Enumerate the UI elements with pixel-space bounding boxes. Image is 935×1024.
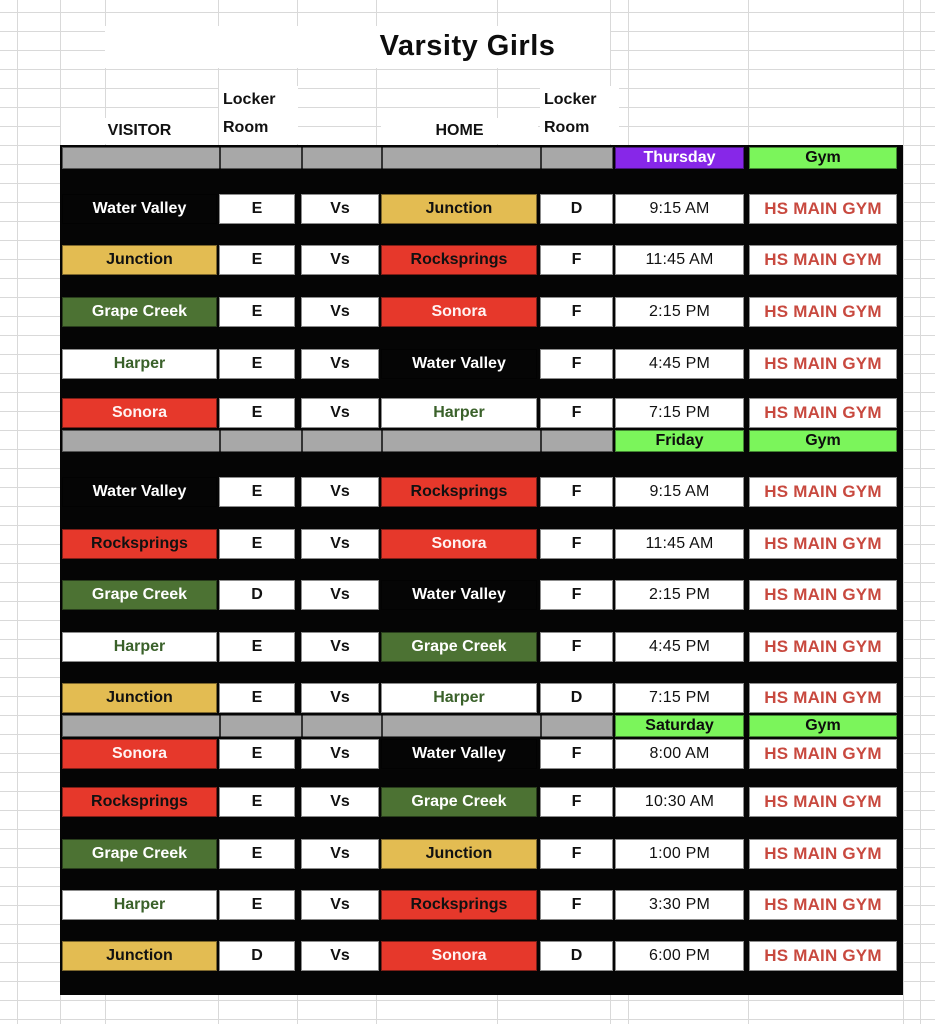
game-row [60,477,903,507]
visitor-locker-room-cell: E [219,739,295,769]
visitor-team-cell: Harper [62,349,217,379]
gym-cell: HS MAIN GYM [749,398,897,428]
gym-cell: HS MAIN GYM [749,245,897,275]
page-title: Varsity Girls [379,30,556,62]
time-cell: 1:00 PM [615,839,744,869]
vs-cell: Vs [301,349,379,379]
home-team-cell: Water Valley [381,739,537,769]
time-cell: 6:00 PM [615,941,744,971]
time-cell: 4:45 PM [615,632,744,662]
time-cell: 3:30 PM [615,890,744,920]
time-cell: 10:30 AM [615,787,744,817]
visitor-locker-room-cell: D [219,941,295,971]
home-locker-room-cell: F [540,890,613,920]
game-row [60,839,903,869]
home-team-cell: Grape Creek [381,787,537,817]
vs-cell: Vs [301,580,379,610]
column-header-locker-room-home: Locker Room [540,86,619,144]
visitor-team-cell: Sonora [62,398,217,428]
home-team-cell: Water Valley [381,349,537,379]
home-team-cell: Sonora [381,529,537,559]
home-locker-room-cell: F [540,297,613,327]
visitor-team-cell: Grape Creek [62,297,217,327]
visitor-locker-room-cell: E [219,245,295,275]
home-team-cell: Rocksprings [381,245,537,275]
visitor-team-cell: Water Valley [62,477,217,507]
home-locker-room-cell: D [540,941,613,971]
gym-cell: HS MAIN GYM [749,349,897,379]
vs-cell: Vs [301,632,379,662]
gym-cell: HS MAIN GYM [749,683,897,713]
game-row [60,739,903,769]
visitor-locker-room-cell: E [219,839,295,869]
divider-spacer [62,147,613,169]
game-row [60,194,903,224]
vs-cell: Vs [301,787,379,817]
home-team-cell: Grape Creek [381,632,537,662]
day-divider-friday [60,430,903,452]
home-locker-room-cell: F [540,349,613,379]
visitor-team-cell: Harper [62,890,217,920]
time-cell: 11:45 AM [615,245,744,275]
game-row [60,941,903,971]
vs-cell: Vs [301,529,379,559]
time-cell: 8:00 AM [615,739,744,769]
home-locker-room-cell: F [540,580,613,610]
gym-header-label: Gym [749,430,897,452]
game-row [60,787,903,817]
gym-header-label: Gym [749,147,897,169]
vs-cell: Vs [301,683,379,713]
home-locker-room-cell: F [540,739,613,769]
visitor-locker-room-cell: E [219,349,295,379]
visitor-locker-room-cell: E [219,787,295,817]
gym-cell: HS MAIN GYM [749,194,897,224]
vs-cell: Vs [301,839,379,869]
day-divider-thursday [60,147,903,169]
visitor-locker-room-cell: E [219,890,295,920]
visitor-team-cell: Grape Creek [62,839,217,869]
home-locker-room-cell: F [540,477,613,507]
divider-spacer [62,430,613,452]
column-header-visitor: VISITOR [61,118,218,144]
home-team-cell: Sonora [381,941,537,971]
visitor-locker-room-cell: E [219,632,295,662]
visitor-team-cell: Grape Creek [62,580,217,610]
schedule-table [60,145,903,995]
vs-cell: Vs [301,477,379,507]
game-row [60,245,903,275]
game-row [60,683,903,713]
home-team-cell: Water Valley [381,580,537,610]
visitor-locker-room-cell: E [219,529,295,559]
time-cell: 7:15 PM [615,683,744,713]
vs-cell: Vs [301,194,379,224]
time-cell: 7:15 PM [615,398,744,428]
time-cell: 9:15 AM [615,477,744,507]
home-locker-room-cell: F [540,529,613,559]
home-team-cell: Harper [381,683,537,713]
visitor-locker-room-cell: D [219,580,295,610]
home-team-cell: Rocksprings [381,477,537,507]
visitor-team-cell: Sonora [62,739,217,769]
home-locker-room-cell: F [540,245,613,275]
gym-cell: HS MAIN GYM [749,839,897,869]
gym-header-label: Gym [749,715,897,737]
day-label: Saturday [615,715,744,737]
divider-spacer [62,715,613,737]
home-locker-room-cell: F [540,839,613,869]
time-cell: 2:15 PM [615,580,744,610]
vs-cell: Vs [301,245,379,275]
gym-cell: HS MAIN GYM [749,890,897,920]
home-locker-room-cell: F [540,632,613,662]
vs-cell: Vs [301,398,379,428]
game-row [60,529,903,559]
time-cell: 11:45 AM [615,529,744,559]
time-cell: 4:45 PM [615,349,744,379]
vs-cell: Vs [301,739,379,769]
column-header-locker-room-visitor: Locker Room [219,86,298,144]
home-team-cell: Junction [381,194,537,224]
visitor-locker-room-cell: E [219,297,295,327]
game-row [60,890,903,920]
game-row [60,349,903,379]
game-row [60,297,903,327]
home-team-cell: Rocksprings [381,890,537,920]
visitor-locker-room-cell: E [219,477,295,507]
day-divider-saturday [60,715,903,737]
visitor-team-cell: Harper [62,632,217,662]
column-header-home: HOME [381,118,538,144]
gym-cell: HS MAIN GYM [749,297,897,327]
gym-cell: HS MAIN GYM [749,529,897,559]
time-cell: 2:15 PM [615,297,744,327]
home-locker-room-cell: D [540,194,613,224]
visitor-team-cell: Junction [62,683,217,713]
day-label: Thursday [615,147,744,169]
gym-cell: HS MAIN GYM [749,632,897,662]
home-locker-room-cell: F [540,787,613,817]
visitor-team-cell: Junction [62,245,217,275]
gym-cell: HS MAIN GYM [749,941,897,971]
home-team-cell: Sonora [381,297,537,327]
visitor-team-cell: Rocksprings [62,529,217,559]
visitor-locker-room-cell: E [219,683,295,713]
day-label: Friday [615,430,744,452]
vs-cell: Vs [301,890,379,920]
visitor-locker-room-cell: E [219,194,295,224]
visitor-locker-room-cell: E [219,398,295,428]
home-locker-room-cell: F [540,398,613,428]
vs-cell: Vs [301,297,379,327]
time-cell: 9:15 AM [615,194,744,224]
gym-cell: HS MAIN GYM [749,477,897,507]
vs-cell: Vs [301,941,379,971]
game-row [60,580,903,610]
visitor-team-cell: Junction [62,941,217,971]
game-row [60,398,903,428]
home-team-cell: Harper [381,398,537,428]
game-row [60,632,903,662]
visitor-team-cell: Rocksprings [62,787,217,817]
gym-cell: HS MAIN GYM [749,739,897,769]
gym-cell: HS MAIN GYM [749,580,897,610]
gym-cell: HS MAIN GYM [749,787,897,817]
visitor-team-cell: Water Valley [62,194,217,224]
home-locker-room-cell: D [540,683,613,713]
home-team-cell: Junction [381,839,537,869]
